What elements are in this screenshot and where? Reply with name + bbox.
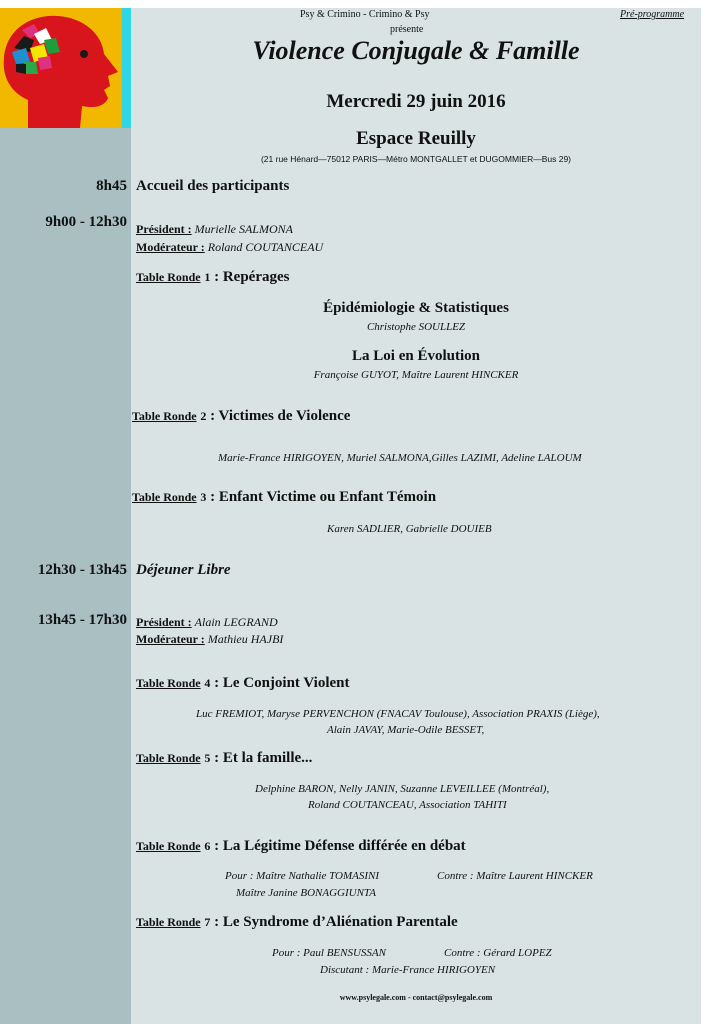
- moderateur-label: Modérateur :: [136, 632, 205, 646]
- venue-address: (21 rue Hénard—75012 PARIS—Métro MONTGALLET et DUGOMMIER—Bus 29): [260, 154, 572, 164]
- morning-moderateur: [136, 240, 323, 255]
- morning-president: [136, 222, 293, 237]
- table-ronde-title: : Victimes de Violence: [206, 408, 351, 424]
- moderateur-name: Mathieu HAJBI: [207, 632, 284, 646]
- table-ronde-number: 6: [204, 839, 211, 853]
- table-ronde-number: 1: [204, 270, 211, 284]
- head-puzzle-logo-icon: [0, 8, 131, 128]
- table-ronde-label: Table Ronde: [132, 490, 197, 504]
- table-ronde-1: [136, 269, 289, 286]
- t7-contre: Contre : Gérard LOPEZ: [444, 947, 552, 959]
- t7-pour: Pour : Paul BENSUSSAN: [272, 947, 386, 959]
- t6-contre: Contre : Maître Laurent HINCKER: [437, 870, 593, 882]
- t6-pour-2: Maître Janine BONAGGIUNTA: [236, 887, 376, 899]
- president-name: Alain LEGRAND: [194, 615, 278, 629]
- t7-discutant: Discutant : Marie-France HIRIGOYEN: [320, 964, 496, 976]
- event-title: Violence Conjugale & Famille: [252, 36, 580, 65]
- table-ronde-3: [132, 489, 436, 506]
- afternoon-moderateur: [136, 632, 283, 647]
- table-ronde-7: [136, 914, 458, 931]
- table-ronde-number: 7: [204, 915, 211, 929]
- organizer-line: Psy & Crimino - Crimino & Psy: [300, 9, 430, 20]
- table-ronde-title: : Repérages: [210, 269, 290, 285]
- t5-speakers-line-1: Delphine BARON, Nelly JANIN, Suzanne LEVEILLEE (Montréal),: [255, 783, 550, 795]
- t4-speakers-line-1: Luc FREMIOT, Maryse PERVENCHON (FNACAV Toulouse), Association PRAXIS (Liège),: [196, 708, 600, 720]
- time-accueil: 8h45: [96, 178, 127, 194]
- table-ronde-label: Table Ronde: [136, 839, 201, 853]
- t1-subtopic-1: Épidémiologie & Statistiques: [323, 300, 509, 316]
- table-ronde-label: Table Ronde: [136, 676, 201, 690]
- t1-subtopic-1-speakers: Christophe SOULLEZ: [366, 321, 466, 333]
- table-ronde-label: Table Ronde: [136, 915, 201, 929]
- table-ronde-number: 4: [204, 676, 211, 690]
- table-ronde-number: 2: [200, 409, 207, 423]
- table-ronde-label: Table Ronde: [136, 751, 201, 765]
- t2-speakers: Marie-France HIRIGOYEN, Muriel SALMONA,Gilles LAZIMI, Adeline LALOUM: [218, 452, 582, 464]
- event-date: Mercredi 29 juin 2016: [326, 91, 506, 112]
- session-accueil: Accueil des participants: [136, 178, 290, 194]
- table-ronde-title: : Le Conjoint Violent: [210, 675, 350, 691]
- moderateur-name: Roland COUTANCEAU: [207, 240, 324, 254]
- t6-pour: Pour : Maître Nathalie TOMASINI: [225, 870, 379, 882]
- time-afternoon: 13h45 - 17h30: [37, 612, 127, 628]
- table-ronde-6: [136, 838, 466, 855]
- preprogramme-label: Pré-programme: [620, 9, 685, 20]
- table-ronde-number: 3: [200, 490, 207, 504]
- presents-line: présente: [390, 24, 424, 35]
- table-ronde-title: : La Légitime Défense différée en débat: [210, 838, 466, 854]
- table-ronde-title: : Le Syndrome d’Aliénation Parentale: [210, 914, 458, 930]
- logo-accent-strip: [122, 8, 131, 128]
- table-ronde-title: : Enfant Victime ou Enfant Témoin: [206, 489, 437, 505]
- president-label: Président :: [136, 222, 192, 236]
- moderateur-label: Modérateur :: [136, 240, 205, 254]
- t1-subtopic-2: La Loi en Évolution: [352, 348, 480, 364]
- footer-contact: www.psylegale.com - contact@psylegale.com: [339, 993, 493, 1002]
- afternoon-president: [136, 615, 278, 630]
- president-label: Président :: [136, 615, 192, 629]
- table-ronde-2: [132, 408, 350, 425]
- president-name: Murielle SALMONA: [194, 222, 293, 236]
- session-lunch: Déjeuner Libre: [136, 562, 231, 578]
- table-ronde-title: : Et la famille...: [210, 750, 313, 766]
- table-ronde-5: [136, 750, 312, 767]
- time-lunch: 12h30 - 13h45: [37, 562, 127, 578]
- time-morning: 9h00 - 12h30: [45, 214, 127, 230]
- t5-speakers-line-2: Roland COUTANCEAU, Association TAHITI: [308, 799, 507, 811]
- t3-speakers: Karen SADLIER, Gabrielle DOUIEB: [327, 523, 492, 535]
- table-ronde-label: Table Ronde: [136, 270, 201, 284]
- t4-speakers-line-2: Alain JAVAY, Marie-Odile BESSET,: [327, 724, 485, 736]
- logo: [0, 8, 131, 128]
- t1-subtopic-2-speakers: Françoise GUYOT, Maître Laurent HINCKER: [313, 369, 519, 381]
- table-ronde-4: [136, 675, 350, 692]
- table-ronde-number: 5: [204, 751, 211, 765]
- event-venue: Espace Reuilly: [356, 128, 476, 149]
- table-ronde-label: Table Ronde: [132, 409, 197, 423]
